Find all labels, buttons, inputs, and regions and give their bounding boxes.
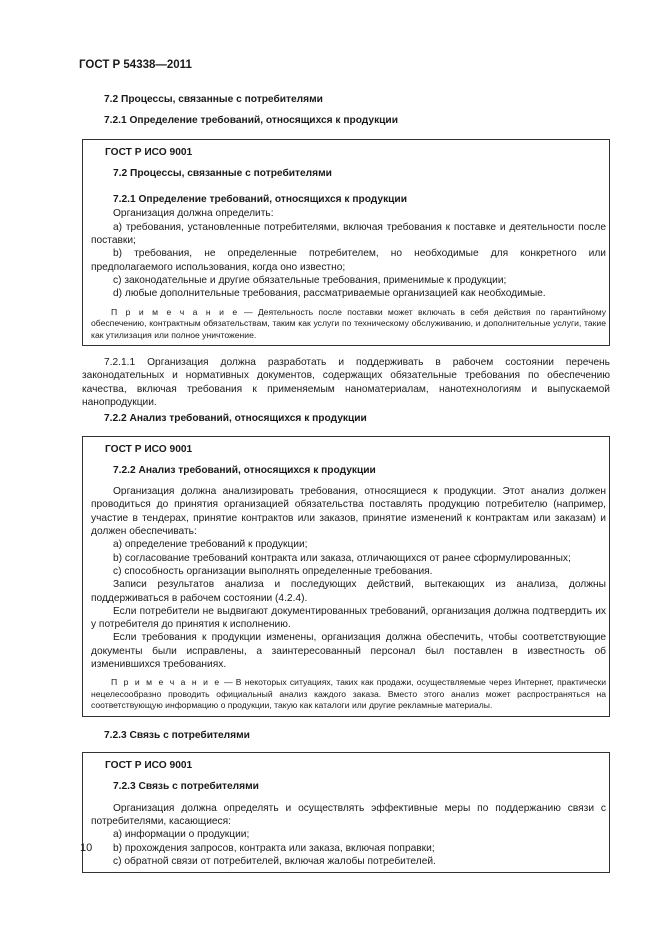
box-standard-title: ГОСТ Р ИСО 9001 — [105, 760, 193, 772]
box-heading: 7.2.3 Связь с потребителями — [113, 781, 259, 793]
page-number: 10 — [80, 842, 93, 854]
list-item: c) законодательные и другие обязательные требования, применимые к продукции; — [113, 274, 507, 286]
box-paragraph: Организация должна определять и осуществлять эффективные меры по поддержанию связи с потребителями, касающиеся: — [91, 802, 606, 827]
section-heading-7-2-2: 7.2.2 Анализ требований, относящихся к продукции — [104, 413, 367, 425]
box-intro: Организация должна определить: — [113, 208, 274, 220]
note-label: П р и м е ч а н и е — [111, 677, 221, 688]
list-item: b) прохождения запросов, контракта или заказа, включая поправки; — [113, 842, 435, 854]
box-subheading: 7.2.1 Определение требований, относящихся к продукции — [113, 194, 407, 206]
box-standard-title: ГОСТ Р ИСО 9001 — [105, 443, 193, 455]
quoted-standard-box-3 — [82, 752, 610, 873]
box-heading: 7.2 Процессы, связанные с потребителями — [113, 167, 332, 179]
note-text: — В некоторых ситуациях, таких как продажи, осуществляемые через Интернет, практически нецелесообразно проводить официальный анализ каждого заказа. Вместо этого анализ может распространяться на соответствующую информацию о продукции, такую как каталоги или другие рекламные материалы. — [91, 677, 606, 711]
page-content — [82, 93, 610, 873]
list-item: c) способность организации выполнять определенные требования. — [113, 565, 433, 577]
list-item: a) определение требований к продукции; — [113, 539, 308, 551]
quoted-standard-box-1 — [82, 139, 610, 346]
section-heading-7-2-3: 7.2.3 Связь с потребителями — [104, 729, 250, 741]
list-item: a) требования, установленные потребителями, включая требования к поставке и деятельности после поставки; — [91, 221, 606, 247]
section-heading-7-2-1: 7.2.1 Определение требований, относящихся к продукции — [104, 115, 398, 127]
note-text: — Деятельность после поставки может включать в себя действия по гарантийному обеспечению, контрактным обязательствам, таким как услуги по техническому обслуживанию, и дополнительные услуги, такие как утилизация или полное уничтожение. — [91, 306, 606, 340]
list-item: b) согласование требований контракта или заказа, отличающихся от ранее сформулированных; — [113, 552, 571, 564]
quoted-standard-box-2 — [82, 436, 610, 717]
note — [91, 677, 606, 712]
document-code-header: ГОСТ Р 54338—2011 — [79, 59, 192, 71]
box-paragraph: Если потребители не выдвигают документированных требований, организация должна подтвердить их у потребителя до принятия к исполнению. — [91, 605, 606, 631]
list-item: a) информации о продукции; — [113, 829, 250, 841]
list-item: b) требования, не определенные потребителем, но необходимые для конкретного или предполагаемого использования, когда оно известно; — [91, 248, 606, 273]
box-heading: 7.2.2 Анализ требований, относящихся к продукции — [113, 464, 376, 476]
box-paragraph: Записи результатов анализа и последующих действий, вытекающих из анализа, должны поддерживаться в рабочем состоянии (4.2.4). — [91, 579, 606, 604]
section-heading-7-2: 7.2 Процессы, связанные с потребителями — [104, 94, 323, 105]
box-paragraph: Если требования к продукции изменены, организация должна обеспечить, чтобы соответствующие документы были исправлены, а заинтересованный персонал был поставлен в известность об изменившихся требованиях. — [91, 632, 606, 670]
note-label: П р и м е ч а н и е — [111, 306, 239, 317]
note — [91, 307, 606, 342]
paragraph-7-2-1-1: 7.2.1.1 Организация должна разработать и поддерживать в рабочем состоянии перечень законодательных и нормативных документов, содержащих обязательные требования по обеспечению качества, включая требования к применяемым наноматериалам, нанотехнологиям и выпускаемой нанопродукции. — [82, 357, 610, 408]
box-standard-title: ГОСТ Р ИСО 9001 — [105, 146, 193, 158]
box-paragraph: Организация должна анализировать требования, относящиеся к продукции. Этот анализ должен проводиться до принятия организацией обязательства поставлять продукцию потребителю (например, участие в тендерах, принятие контрактов или заказов, принятие изменений к контрактам или заказам) и должен обеспечивать: — [91, 486, 606, 538]
list-item: c) обратной связи от потребителей, включая жалобы потребителей. — [113, 855, 436, 867]
list-item: d) любые дополнительные требования, рассматриваемые организацией как необходимые. — [113, 288, 546, 300]
